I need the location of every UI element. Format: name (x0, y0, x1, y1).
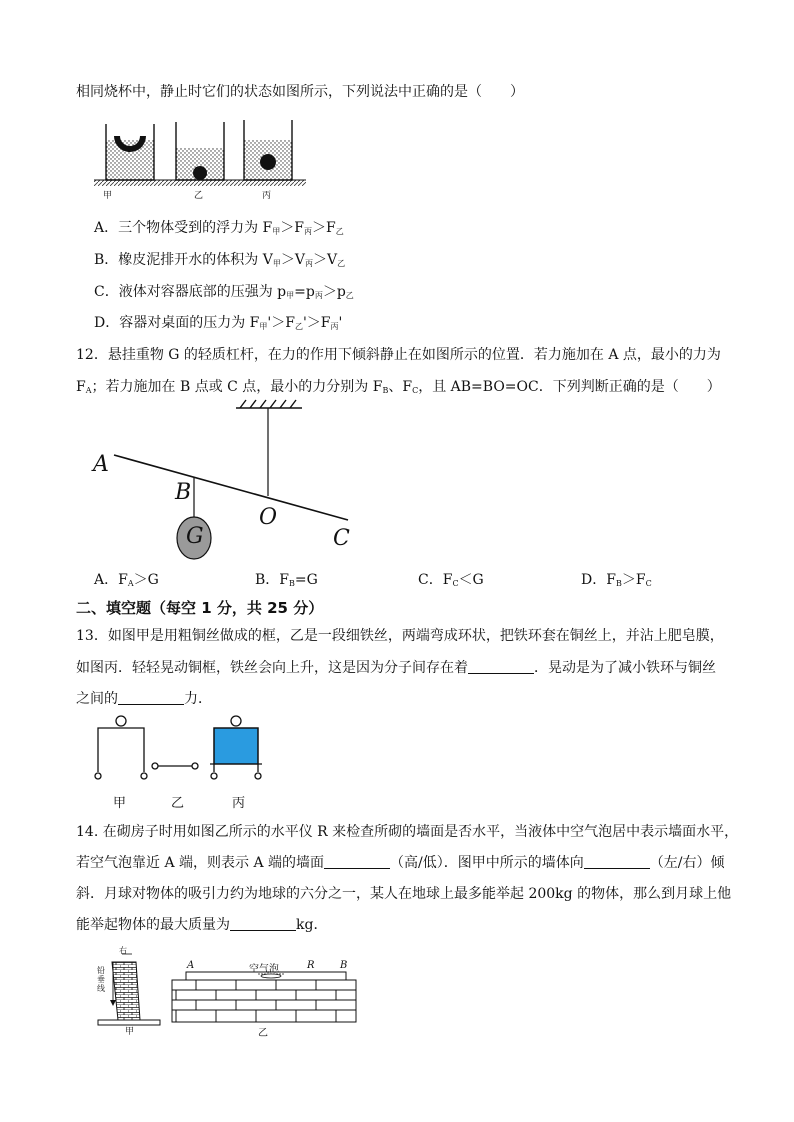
q14-label-a: A (187, 960, 195, 971)
q14-label-plumb: 铅垂线 (97, 966, 105, 993)
q11-option-a[interactable]: A．三个物体受到的浮力为 $F_甲>F_丙>F_乙$ (94, 220, 344, 236)
leaning-wall (112, 962, 140, 1020)
q14-stem-line1: 14. 在砌房子时用如图乙所示的水平仪 R 来检查所砌的墙面是否水平，当液体中空气泡居中表示墙面水平， (76, 824, 739, 840)
label-b: B (175, 480, 192, 505)
ball-suspended (260, 154, 276, 170)
label-a: A (93, 452, 109, 477)
q14-caption-jia: 甲 (125, 1027, 135, 1037)
q11-option-c[interactable]: C．液体对容器底部的压强为 $p_甲=p_丙>p_乙$ (94, 284, 354, 300)
q14-stem-line4: 能举起物体的最大质量为 kg． (76, 917, 328, 933)
label-c: C (333, 526, 350, 551)
q14-label-right: 右 (119, 946, 127, 955)
q14-caption-yi: 乙 (258, 1028, 268, 1039)
ball-sunk (193, 166, 207, 180)
q11-option-b[interactable]: B．橡皮泥排开水的体积为 $V_甲>V_丙>V_乙$ (94, 252, 346, 268)
q12-lever-figure (90, 398, 360, 570)
q13-frame-figure (88, 714, 268, 788)
q12-option-b[interactable]: B．$F_B=G$ (255, 572, 318, 588)
q12-stem-line1: 12．悬挂重物 G 的轻质杠杆，在力的作用下倾斜静止在如图所示的位置．若力施加在 A 点，最小的力为 (76, 347, 721, 363)
copper-frame-bing (210, 716, 262, 779)
q13-stem-line2: 如图丙．轻轻晃动铜框，铁丝会向上升，这是因为分子间存在着 ．晃动是为了减小铁环与铜丝 (76, 660, 716, 676)
copper-frame-jia (95, 716, 147, 779)
q13-blank-2[interactable] (118, 690, 184, 705)
q14-stem-line2: 若空气泡靠近 A 端，则表示 A 端的墙面 （高/低）．图甲中所示的墙体向 （左/右）倾 (76, 855, 725, 871)
q13-stem-line1: 13．如图甲是用粗铜丝做成的框，乙是一段细铁丝，两端弯成环状，把铁环套在铜丝上，并沾上肥皂膜， (76, 628, 724, 644)
q14-blank-3[interactable] (230, 916, 296, 931)
q11-label-bing: 丙 (262, 191, 272, 201)
q12-stem-line2: $F_A$；若力施加在 B 点或 C 点，最小的力分别为 $F_B$、$F_C$，且 AB=BO=OC．下列判断正确的是（ ） (76, 379, 721, 395)
beaker-bing (244, 120, 292, 180)
section-title-fill-blank: 二、填空题（每空 1 分，共 25 分） (76, 599, 324, 617)
beaker-yi (176, 122, 224, 180)
q13-stem-line3: 之间的 力． (76, 691, 212, 707)
q14-blank-1[interactable] (324, 854, 390, 869)
q12-option-d[interactable]: D．$F_B>F_C$ (581, 572, 652, 588)
q11-option-d[interactable]: D．容器对桌面的压力为 $F_甲'>F_乙'>F_丙'$ (94, 315, 343, 331)
q14-label-r: R (307, 960, 315, 971)
lever-bar (114, 455, 348, 520)
q12-option-c[interactable]: C．$F_C<G$ (418, 572, 484, 588)
q14-stem-line3: 斜．月球对物体的吸引力约为地球的六分之一，某人在地球上最多能举起 200kg 的物体，那么到月球上他 (76, 886, 732, 902)
q14-label-b: B (340, 960, 348, 971)
iron-wire-yi (152, 763, 198, 769)
q11-label-jia: 甲 (103, 191, 113, 201)
label-o: O (259, 505, 278, 530)
q13-label-jia: 甲 (113, 796, 127, 811)
q14-wall-figure-jia (96, 950, 166, 1030)
q14-blank-2[interactable] (584, 854, 650, 869)
q13-blank-1[interactable] (468, 659, 534, 674)
soap-film (214, 728, 258, 764)
q13-label-yi: 乙 (171, 796, 185, 811)
q12-option-a[interactable]: A．$F_A>G$ (94, 572, 159, 588)
q14-label-bubble: 空气泡 (249, 964, 279, 975)
label-g: G (186, 524, 204, 549)
beaker-jia (106, 124, 154, 180)
q11-label-yi: 乙 (194, 191, 204, 201)
q13-label-bing: 丙 (232, 796, 246, 811)
q11-stem: 相同烧杯中，静止时它们的状态如图所示，下列说法中正确的是（ ） (76, 84, 524, 100)
